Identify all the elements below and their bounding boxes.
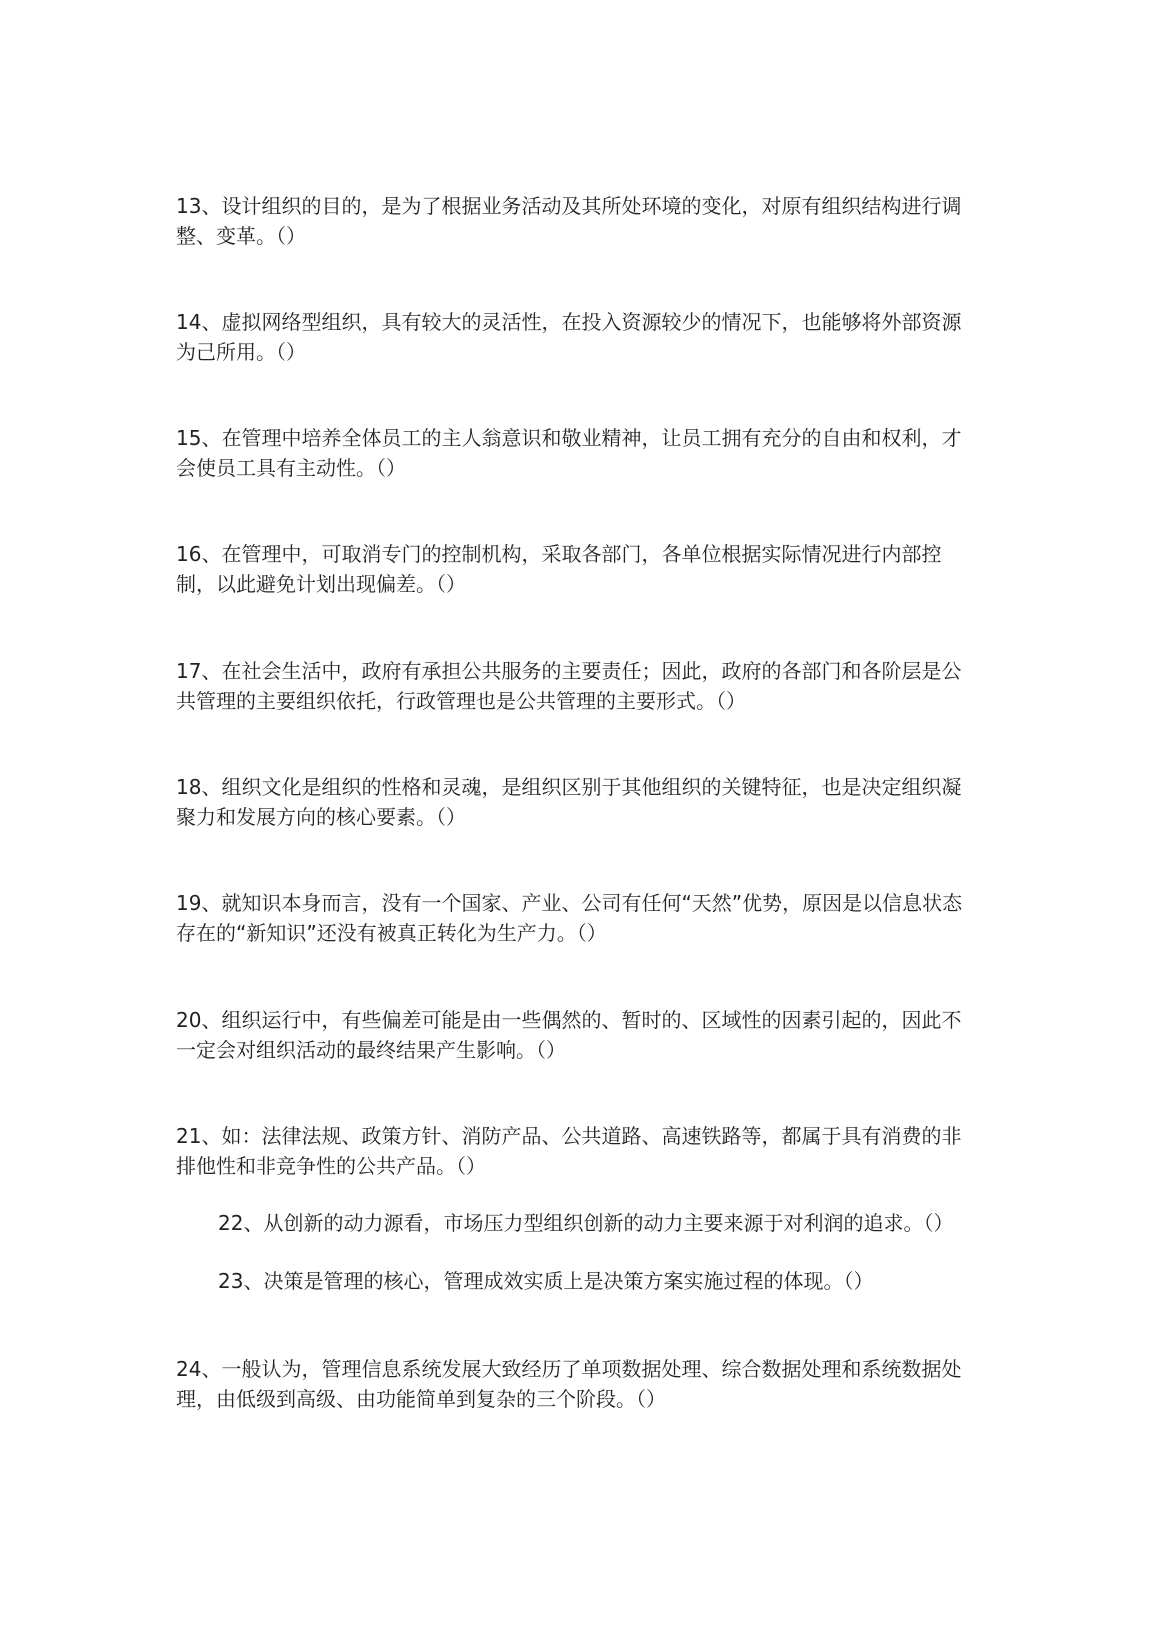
question-22: 22、从创新的动力源看，市场压力型组织创新的动力主要来源于对利润的追求。（） — [218, 1211, 954, 1235]
question-15: 15、在管理中培养全体员工的主人翁意识和敬业精神，让员工拥有充分的自由和权利，才会使员工具有主动性。（） — [176, 426, 962, 480]
question-21: 21、如：法律法规、政策方针、消防产品、公共道路、高速铁路等，都属于具有消费的非排他性和非竞争性的公共产品。（） — [176, 1124, 962, 1178]
question-14: 14、虚拟网络型组织，具有较大的灵活性，在投入资源较少的情况下，也能够将外部资源为己所用。（） — [176, 310, 962, 364]
question-13: 13、设计组织的目的，是为了根据业务活动及其所处环境的变化，对原有组织结构进行调整、变革。（） — [176, 194, 962, 248]
question-20: 20、组织运行中，有些偏差可能是由一些偶然的、暂时的、区域性的因素引起的，因此不一定会对组织活动的最终结果产生影响。（） — [176, 1008, 962, 1062]
question-16: 16、在管理中，可取消专门的控制机构，采取各部门，各单位根据实际情况进行内部控制，以此避免计划出现偏差。（） — [176, 542, 942, 596]
question-19: 19、就知识本身而言，没有一个国家、产业、公司有任何“天然”优势，原因是以信息状态存在的“新知识”还没有被真正转化为生产力。（） — [176, 891, 963, 945]
question-24: 24、一般认为，管理信息系统发展大致经历了单项数据处理、综合数据处理和系统数据处理，由低级到高级、由功能简单到复杂的三个阶段。（） — [176, 1357, 962, 1411]
question-23: 23、决策是管理的核心，管理成效实质上是决策方案实施过程的体现。（） — [218, 1269, 874, 1293]
question-18: 18、组织文化是组织的性格和灵魂，是组织区别于其他组织的关键特征，也是决定组织凝聚力和发展方向的核心要素。（） — [176, 775, 962, 829]
question-17: 17、在社会生活中，政府有承担公共服务的主要责任；因此，政府的各部门和各阶层是公共管理的主要组织依托，行政管理也是公共管理的主要形式。（） — [176, 659, 962, 713]
